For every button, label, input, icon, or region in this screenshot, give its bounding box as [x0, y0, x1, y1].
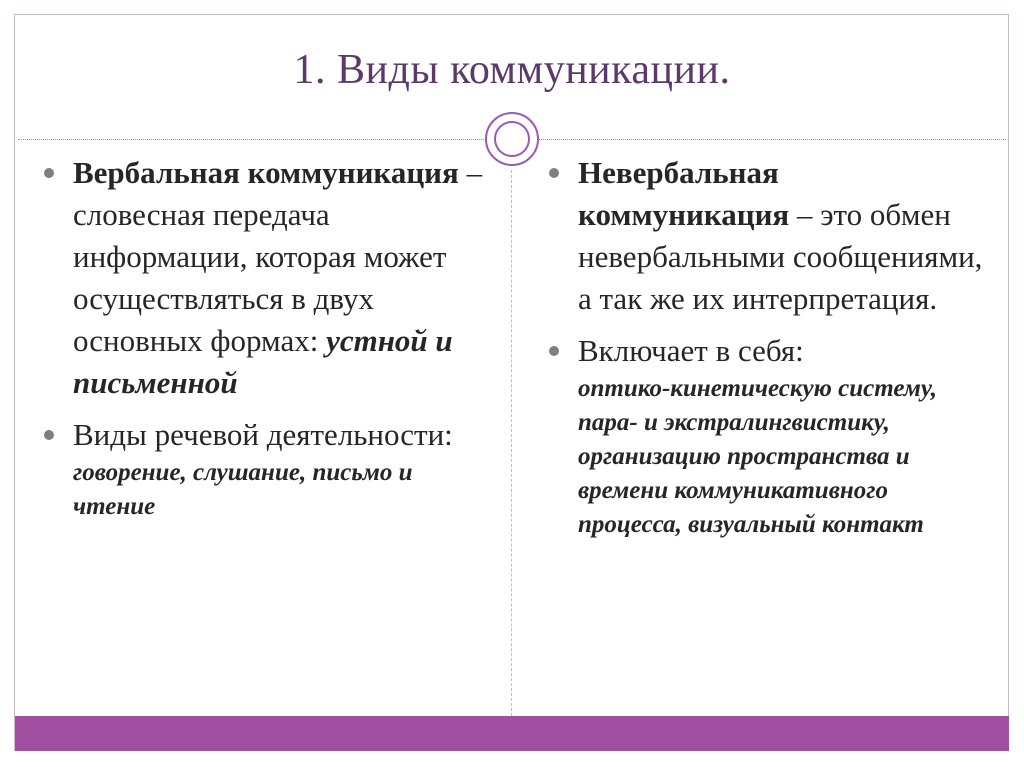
forms-emphasis: устной и письменной: [73, 323, 453, 400]
bullet-icon: [44, 168, 54, 178]
term-verbal: Вербальная коммуникация: [73, 155, 459, 190]
bullet-icon: [549, 346, 559, 356]
right-column: [578, 152, 988, 552]
left-column: [73, 152, 493, 534]
speech-activity-label: Виды речевой деятельности:: [73, 417, 453, 452]
includes-label: Включает в себя:: [578, 333, 804, 368]
bullet-icon: [44, 430, 54, 440]
list-item-nonverbal: [578, 152, 988, 320]
bullet-icon: [549, 168, 559, 178]
list-item-speech-activity: [73, 414, 493, 524]
column-divider: [511, 170, 512, 716]
slide-title: 1. Виды коммуникации.: [293, 47, 731, 93]
inner-ring: [494, 121, 530, 157]
double-circle-icon: [485, 112, 539, 166]
bottom-accent-bar: [15, 716, 1009, 751]
list-item-includes: [578, 330, 988, 542]
term-nonverbal: Невербальная коммуникация: [578, 155, 790, 232]
definition-nonverbal: – это обмен невербальными сообщениями, а так же их интерпретация.: [578, 197, 983, 316]
includes-list: оптико-кинетическую систему, пара- и экстралингвистику, организацию пространства и времени коммуникативного процесса, визуальный контакт: [578, 375, 938, 538]
definition-verbal: – словесная передача информации, которая может осуществляться в двух основных формах:: [73, 155, 483, 358]
speech-activity-list: говорение, слушание, письмо и чтение: [73, 459, 413, 520]
list-item-verbal: [73, 152, 493, 404]
